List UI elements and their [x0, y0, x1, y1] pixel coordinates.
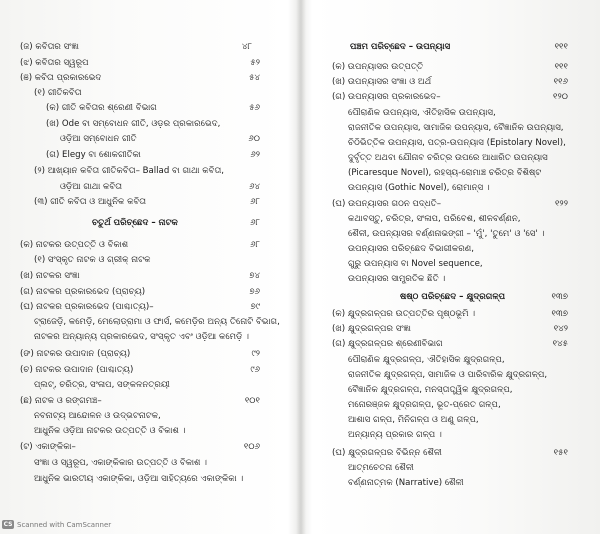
toc-entry: ରାଜନୀତିକ ଉପନ୍ୟାସ, ସାମାଜିକ ଉପନ୍ୟାସ, ବୈଜ୍ଞାନିକ ଉପନ୍ୟାସ, — [348, 123, 564, 133]
toc-page-number: ୧୧୧ — [554, 62, 568, 72]
toc-page-number: ୧୪୫ — [552, 339, 568, 349]
toc-entry: ଆତ୍ମଚେତନା ଶୈଳୀ — [348, 463, 414, 473]
toc-entry: ବର୍ଣ୍ଣନାତ୍ମକ (Narrative) ଶୈଳୀ — [348, 478, 464, 488]
toc-page-number: ୪୮ — [242, 42, 252, 52]
toc-entry: (ଖ) Ode ବା ସମ୍ବୋଧନ ଗୀତି, ଓଡ଼ର ପ୍ରକାରଭେଦ, — [46, 119, 221, 129]
toc-page-number: ୧୧୧ — [554, 42, 568, 52]
toc-page-number: ୬୮ — [250, 240, 260, 250]
chapter-heading: ଷଷ୍ଠ ପରିଚ୍ଛେଦ – କ୍ଷୁଦ୍ରଗଳ୍ପ — [400, 292, 506, 302]
toc-entry: (ଘ) କ୍ଷୁଦ୍ରଗଳ୍ପର ବିଭିନ୍ନ ଶୈଳୀ — [332, 448, 442, 458]
toc-entry: (୧) ସଂସ୍କୃତ ନାଟକ ଓ ଗ୍ରୀକ୍ ନାଟକ — [34, 255, 151, 265]
toc-page-number: ୬୮ — [250, 197, 260, 207]
toc-entry: ଉପନ୍ୟାସର ପରିଚ୍ଛେଦ ବିଭାଗୀକରଣ, — [348, 244, 475, 254]
toc-entry: (ଚ) ନାଟକର ଉପାଦାନ (ପାଶ୍ଚାତ୍ୟ) — [20, 365, 134, 375]
toc-entry: ଉପନ୍ୟାସ (Gothic Novel), ରୋମାନ୍ସ । — [348, 183, 490, 193]
toc-entry: ସଂଜ୍ଞା ଓ ସ୍ୱରୂପ, ଏକାଙ୍କିକାର ଉତ୍ପତ୍ତି ଓ ବିକାଶ । — [34, 458, 208, 468]
toc-entry: (ଗ) କ୍ଷୁଦ୍ରଗଳ୍ପର ଶ୍ରେଣୀବିଭାଗ — [332, 339, 443, 349]
toc-entry: ଶୈଳୀ, ଉପନ୍ୟାସର ବର୍ଣ୍ଣନାଭଙ୍ଗୀ – 'ମୁଁ', 'ତୁମେ' ଓ 'ସେ' । — [348, 229, 545, 239]
toc-entry: ପୌରାଣିକ ଉପନ୍ୟାସ, ଐତିହାସିକ ଉପନ୍ୟାସ, — [348, 108, 496, 118]
chapter-heading: ପଞ୍ଚମ ପରିଚ୍ଛେଦ – ଉପନ୍ୟାସ — [350, 42, 451, 52]
toc-entry: ପ୍ଲଟ୍, ଚରିତ୍ର, ସଂଳାପ, ସଙ୍କଳନତ୍ରୟୀ — [34, 380, 170, 390]
toc-entry: ଆଧୁନିକ ଭାରତୀୟ ଏକାଙ୍କିକା, ଓଡ଼ିଆ ସାହିତ୍ୟରେ ଏକାଙ୍କିକା । — [34, 474, 244, 484]
toc-page-number: ୬୪ — [249, 182, 260, 192]
toc-entry: (ଜ) କବିତାର ସଂଜ୍ଞା — [20, 42, 79, 52]
chapter-heading: ଚତୁର୍ଥ ପରିଚ୍ଛେଦ – ନାଟକ — [92, 218, 178, 228]
toc-page-number: ୧୦୬ — [243, 442, 260, 452]
toc-entry: ନାଟକର ଅନ୍ୟାନ୍ୟ ପ୍ରକାରଭେଦ, ସଂସ୍କୃତ ଏବଂ ଓଡ଼ିଆ କମେଡ଼ି । — [34, 332, 250, 342]
toc-page-number: ୧୩୭ — [551, 309, 568, 319]
toc-entry: (ଘ) ଉପନ୍ୟାସର ଗଠନ ପଦ୍ଧତି– — [332, 199, 442, 209]
toc-page-number: ୬୦ — [248, 134, 260, 144]
toc-entry: ଓଡ଼ିଆ ଗାଥା କବିତା — [60, 182, 123, 192]
toc-entry: ଓଡ଼ିଆ ସମ୍ବୋଧନ ଗୀତି — [60, 134, 137, 144]
toc-entry: ରାଜନୀତିକ କ୍ଷୁଦ୍ରଗଳ୍ପ, ସାମାଜିକ ଓ ପାରିବାରିକ କ୍ଷୁଦ୍ରଗଳ୍ପ, — [348, 370, 548, 380]
toc-entry: (ଖ) ନାଟକର ସଂଜ୍ଞା — [20, 271, 80, 281]
toc-page-number: ୯୨ — [251, 349, 260, 359]
toc-entry: (Picaresque Novel), ରହସ୍ୟ-ରୋମାଞ୍ଚ ଚରିତ୍ର ବିଶିଷ୍ଟ — [348, 168, 542, 178]
toc-page-number: ୧୫୧ — [553, 448, 568, 458]
toc-entry: (ଖ) ଉପନ୍ୟାସର ସଂଜ୍ଞା ଓ ଅର୍ଥ — [332, 77, 432, 87]
camscanner-logo: CS — [3, 521, 13, 528]
toc-page-number: ୧୪୨ — [553, 324, 568, 334]
toc-entry: ନବନାଟ୍ୟ ଆନ୍ଦୋଳନ ଓ ଉଦ୍ଭଟନାଟକ, — [34, 411, 161, 421]
toc-page-number: ୭୬ — [249, 287, 260, 297]
toc-entry: (ଘ) ନାଟକର ପ୍ରକାରଭେଦ (ପାଶ୍ଚାତ୍ୟ)– — [20, 302, 154, 312]
toc-page-number: ୫୬ — [249, 103, 260, 113]
toc-page-number: ୧୦୧ — [244, 396, 260, 406]
toc-entry: ବୈଜ୍ଞାନିକ କ୍ଷୁଦ୍ରଗଳ୍ପ, ମନସ୍ତାତ୍ତ୍ୱିକ କ୍ଷୁଦ୍ରଗଳ୍ପ, — [348, 385, 513, 395]
toc-entry: ଅନ୍ୟାନ୍ୟ ପ୍ରକାର ଗଳ୍ପ । — [348, 430, 442, 440]
toc-entry: (ଟ) ଏକାଙ୍କିକା– — [20, 442, 76, 452]
toc-entry: (ଖ) କ୍ଷୁଦ୍ରଗଳ୍ପର ସଂଜ୍ଞା — [332, 324, 411, 334]
toc-page-number: ୧୨୨ — [554, 199, 568, 209]
toc-entry: (୨) ଆଖ୍ୟାନ କବିତା ଗୀତିକବିତା– Ballad ବା ଗାଥା କବିତା, — [34, 166, 225, 176]
toc-entry: ଆଶାସ ଗଳ୍ପ, ମିନିଗଳ୍ପ ଓ ଅଣୁ ଗଳ୍ପ, — [348, 415, 479, 425]
toc-page-number: ୯୬ — [250, 365, 260, 375]
toc-entry: ଟ୍ରାଜେଡ଼ି, କମେଡ଼ି, ମେଲୋଡ୍ରାମା ଓ ଫାର୍ସ, କମେଡ଼ିର ଅନ୍ୟ ତିନୋଟି ବିଭାଗ, — [34, 317, 280, 327]
toc-entry: ଆଧୁନିକ ଓଡ଼ିଆ ନାଟକର ଉତ୍ପତ୍ତି ଓ ବିକାଶ । — [34, 426, 186, 436]
toc-page-number: ୧୧୬ — [553, 77, 568, 87]
toc-entry: (ଛ) ନାଟକ ଓ ରଙ୍ଗମଞ୍ଚ– — [20, 396, 102, 406]
toc-entry: (କ) ନାଟକର ଉତ୍ପତ୍ତି ଓ ବିକାଶ — [20, 240, 129, 250]
toc-entry: (ଗ) ଉପନ୍ୟାସର ପ୍ରକାରଭେଦ– — [332, 92, 441, 102]
scanner-watermark-text: Scanned with CamScanner — [17, 520, 112, 529]
toc-page-number: ୫୪ — [249, 73, 260, 83]
toc-page-number: ୭୯ — [250, 302, 260, 312]
toc-page-number: ୬୮ — [250, 218, 260, 228]
toc-entry: ପୌରାଣିକ କ୍ଷୁଦ୍ରଗଳ୍ପ, ଐତିହାସିକ କ୍ଷୁଦ୍ରଗଳ୍ପ, — [348, 355, 505, 365]
toc-entry: (୩) ଗୀତି କବିତା ଓ ଆଧୁନିକ କବିତା — [34, 197, 147, 207]
toc-entry: କଥାବସ୍ତୁ, ଚରିତ୍ର, ସଂଳାପ, ପରିବେଶ, ଶୀଳବର୍ଣ୍ଣନ, — [348, 214, 521, 224]
toc-entry: ଗୁରୁ ଉପନ୍ୟାସ ବା Novel sequence, — [348, 259, 483, 269]
toc-entry: (ଝ) କବିତାର ସ୍ୱରୂପ — [20, 58, 89, 68]
toc-entry: (ଞ) କବିତା ପ୍ରକାରଭେଦ — [20, 73, 102, 83]
toc-entry: ମନୋରଞ୍ଜକ କ୍ଷୁଦ୍ରଗଳ୍ପ, ଭୂତ-ପ୍ରେତ ଗଳ୍ପ, — [348, 400, 501, 410]
toc-entry: ଚିଠିଭିତ୍ତିକ ଉପନ୍ୟାସ, ପତ୍ର-ଉପନ୍ୟାସ (Epistolary Novel), — [348, 138, 566, 148]
toc-page-number: ୬୨ — [250, 150, 260, 160]
toc-page-number: ୫୨ — [250, 58, 260, 68]
book-gutter — [296, 0, 306, 534]
scanner-watermark — [2, 520, 111, 529]
toc-page-number: ୧୩୭ — [551, 292, 568, 302]
toc-entry: (ଗ) Elegy ବା ଶୋକଗୀତିକା — [46, 150, 141, 160]
toc-entry: (କ) କ୍ଷୁଦ୍ରଗଳ୍ପର ଉତ୍ପତ୍ତିର ପୃଷ୍ଠଭୂମି । — [332, 309, 476, 319]
toc-entry: (ଗ) ନାଟକର ପ୍ରକାରଭେଦ (ପ୍ରାଚ୍ୟ) — [20, 287, 146, 297]
toc-page-number: ୧୨୦ — [553, 92, 568, 102]
toc-page-number: ୭୪ — [249, 271, 260, 281]
toc-entry: (୧) ଗୀତିକବିତା — [34, 88, 82, 98]
toc-entry: ଦୁର୍ବୃତ୍ତ ଅଥବା ଯୌନାବ ଚରିତ୍ର ଉପରେ ଆଧାରିତ ଉପନ୍ୟାସ — [348, 153, 548, 163]
toc-entry: (କ) ଗୀତି କବିତାର ଶ୍ରେଣୀ ବିଭାଗ — [46, 103, 157, 113]
toc-entry: (କ) ଉପନ୍ୟାସର ଉତ୍ପତ୍ତି — [332, 62, 424, 72]
toc-entry: ଉପନ୍ୟାସର ସାମ୍ପ୍ରତିକ ଛିତି । — [348, 274, 446, 284]
toc-entry: (ଙ) ନାଟକର ଉପାଦାନ (ପ୍ରାଚ୍ୟ) — [20, 349, 131, 359]
